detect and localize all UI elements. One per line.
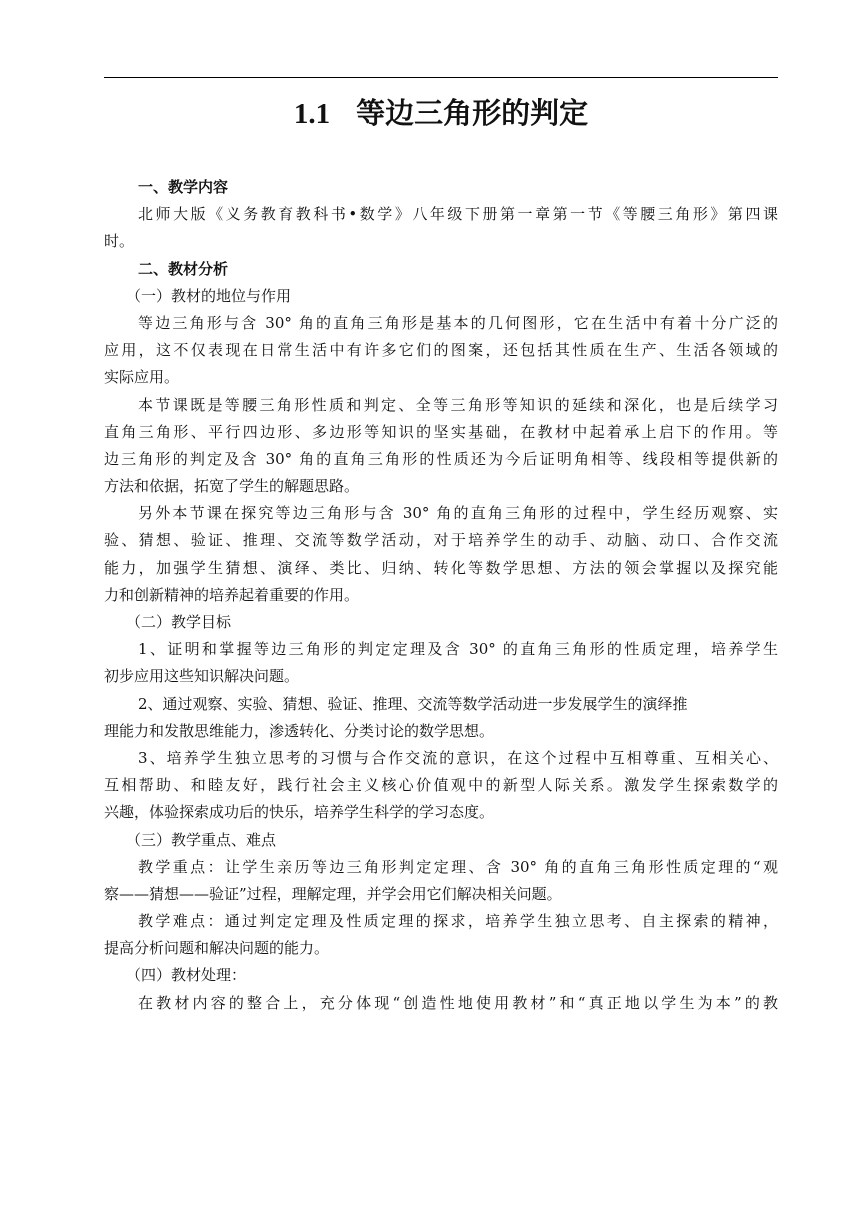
paragraph-line: 能力，加强学生猜想、演绎、类比、归纳、转化等数学思想、方法的领会掌握以及探究能: [104, 558, 778, 577]
paragraph-line: 时。: [104, 232, 135, 251]
paragraph-line: 另外本节课在探究等边三角形与含 30° 角的直角三角形的过程中，学生经历观察、实: [138, 504, 778, 523]
paragraph-line: 应用，这不仅表现在日常生活中有许多它们的图案，还包括其性质在生产、生活各领域的: [104, 341, 778, 360]
paragraph-line: 方法和依据，拓宽了学生的解题思路。: [104, 477, 360, 496]
paragraph-line: 实际应用。: [104, 368, 180, 387]
subsection-heading: （一）教材的地位与作用: [126, 286, 292, 305]
paragraph-line: 北师大版《义务教育教科书•数学》八年级下册第一章第一节《等腰三角形》第四课: [138, 205, 778, 224]
paragraph-line: 初步应用这些知识解决问题。: [104, 667, 300, 686]
subsection-heading: （四）教材处理：: [126, 966, 247, 985]
page-title: [104, 93, 778, 134]
paragraph-line: 互相帮助、和睦友好，践行社会主义核心价值观中的新型人际关系。激发学生探索数学的: [104, 776, 778, 795]
header-rule: [104, 77, 778, 78]
paragraph-line: 1、证明和掌握等边三角形的判定定理及含 30° 的直角三角形的性质定理，培养学生: [138, 640, 778, 659]
paragraph-line: 兴趣，体验探索成功后的快乐，培养学生科学的学习态度。: [104, 803, 495, 822]
paragraph-line: 本节课既是等腰三角形性质和判定、全等三角形等知识的延续和深化，也是后续学习: [138, 395, 778, 414]
section-heading: 二、教材分析: [138, 259, 229, 278]
paragraph-line: 在教材内容的整合上，充分体现“创造性地使用教材”和“真正地以学生为本”的教: [138, 993, 778, 1012]
paragraph-line: 等边三角形与含 30° 角的直角三角形是基本的几何图形，它在生活中有着十分广泛的: [138, 313, 778, 332]
subsection-heading: （三）教学重点、难点: [126, 830, 277, 849]
paragraph-line: 理能力和发散思维能力，渗透转化、分类讨论的数学思想。: [104, 721, 495, 740]
paragraph-line: 教学重点：让学生亲历等边三角形判定定理、含 30° 角的直角三角形性质定理的“观: [138, 857, 778, 876]
paragraph-line: 直角三角形、平行四边形、多边形等知识的坚实基础，在教材中起着承上启下的作用。等: [104, 422, 778, 441]
paragraph-line: 教学难点：通过判定定理及性质定理的探求，培养学生独立思考、自主探索的精神，: [138, 912, 778, 931]
paragraph-line: 察——猜想——验证”过程，理解定理，并学会用它们解决相关问题。: [104, 884, 562, 903]
title-number: 1.1: [293, 98, 331, 130]
paragraph-line: 2、通过观察、实验、猜想、验证、推理、交流等数学活动进一步发展学生的演绎推: [138, 694, 688, 713]
paragraph-line: 提高分析问题和解决问题的能力。: [104, 939, 330, 958]
section-heading: 一、教学内容: [138, 178, 229, 196]
document-body: [104, 174, 778, 1017]
paragraph-line: 力和创新精神的培养起着重要的作用。: [104, 585, 360, 604]
subsection-heading: （二）教学目标: [126, 613, 232, 631]
title-text: 等边三角形的判定: [356, 96, 589, 130]
paragraph-line: 3、培养学生独立思考的习惯与合作交流的意识，在这个过程中互相尊重、互相关心、: [138, 748, 778, 767]
paragraph-line: 边三角形的判定及含 30° 角的直角三角形的性质还为今后证明角相等、线段相等提供新的: [104, 449, 778, 468]
paragraph-line: 验、猜想、验证、推理、交流等数学活动，对于培养学生的动手、动脑、动口、合作交流: [104, 531, 778, 550]
